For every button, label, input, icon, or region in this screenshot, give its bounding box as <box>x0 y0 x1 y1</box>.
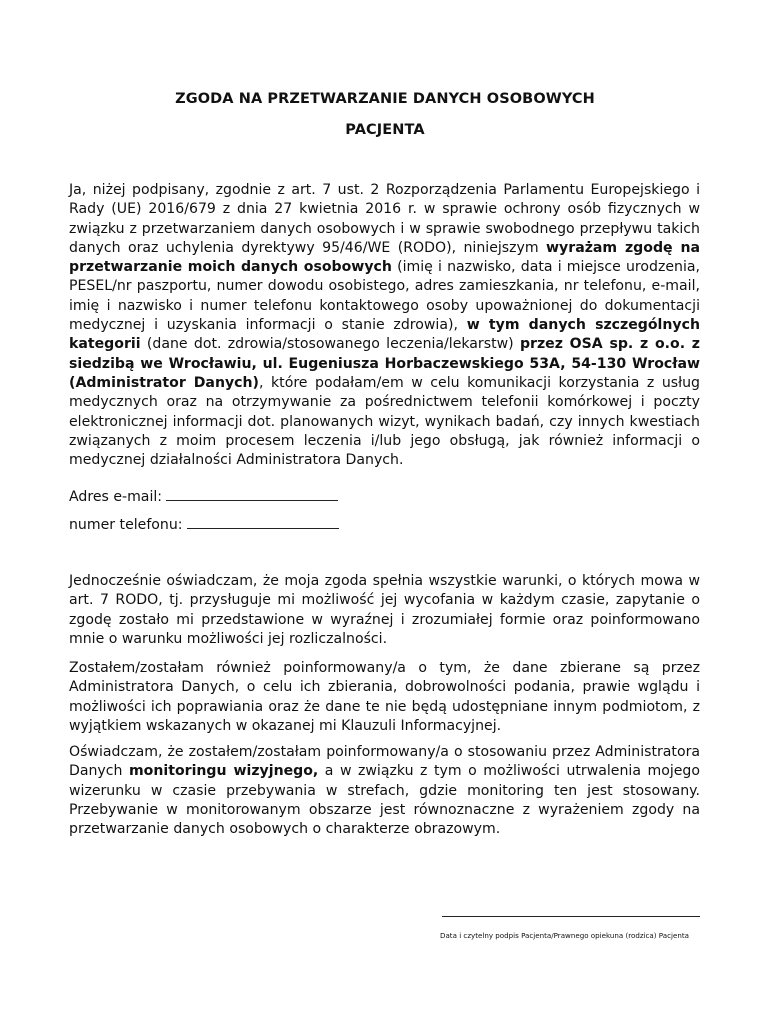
consent-paragraph <box>69 181 700 470</box>
monitoring-bold: monitoringu wizyjnego, <box>128 763 319 780</box>
email-row <box>69 486 338 507</box>
email-label: Adres e-mail: <box>69 489 163 505</box>
phone-label: numer telefonu: <box>69 517 183 533</box>
consent-bold-2: w tym danych szczególnych kategorii <box>69 317 700 353</box>
signature-caption: Data i czytelny podpis Pacjenta/Prawnego opiekuna (rodzica) Pacjenta <box>440 931 689 940</box>
document-title: ZGODA NA PRZETWARZANIE DANYCH OSOBOWYCH <box>175 91 595 107</box>
email-field[interactable] <box>166 486 338 501</box>
phone-field[interactable] <box>187 514 339 529</box>
administrator-info: przez OSA sp. z o.o. z siedzibą we Wrocławiu, ul. Eugeniusza Horbaczewskiego 53A, 54-130 Wrocław (Administrator Danych) <box>69 336 700 391</box>
monitoring-paragraph <box>69 743 700 839</box>
consent-text-1: Ja, niżej podpisany, zgodnie z art. 7 ust. 2 Rozporządzenia Parlamentu Europejskiego i Rady (UE) 2016/679 z dnia 27 kwietnia 2016 r. w sprawie ochrony osób fizycznych w związku z przetwarzaniem danych osobowych i w sprawie swobodnego przepływu takich danych oraz uchylenia dyrektywy 95/46/WE (RODO), niniejszym <box>69 182 700 256</box>
monitoring-text-2: a w związku z tym o możliwości utrwalenia mojego wizerunku w czasie przebywania w strefach, gdzie monitoring ten jest stosowany. Przebywanie w monitorowanym obszarze jest równoznaczne z wyrażeniem zgody na przetwarzanie danych osobowych o charakterze obrazowym. <box>69 763 700 838</box>
phone-row <box>69 514 339 535</box>
information-paragraph: Zostałem/zostałam również poinformowany/a o tym, że dane zbierane są przez Administratora Danych, o celu ich zbierania, dobrowolności podania, prawie wglądu i możliwości ich poprawiania oraz że dane te nie będą udostępniane innym podmiotom, z wyjątkiem wskazanych w okazanej mi Klauzuli Informacyjnej. <box>69 660 700 734</box>
consent-bold-1: wyrażam zgodę na przetwarzanie moich danych osobowych <box>69 239 700 276</box>
consent-text-3: (dane dot. zdrowia/stosowanego leczenia/lekarstw) <box>140 336 520 353</box>
consent-text-4: , które podałam/em w celu komunikacji korzystania z usług medycznych oraz na otrzymywanie za pośrednictwem telefonii komórkowej i poczty elektronicznej informacji dot. planowanych wizyt, wynikach badań, czy innych kwestiach związanych z moim procesem leczenia i/lub jego obsługą, jak również informacji o medycznej działalności Administratora Danych. <box>69 374 700 469</box>
declaration-paragraph: Jednocześnie oświadczam, że moja zgoda spełnia wszystkie warunki, o których mowa w art. 7 RODO, tj. przysługuje mi możliwość jej wycofania w każdym czasie, zapytanie o zgodę zostało mi przedstawione w wyraźnej i zrozumiałej formie oraz poinformowano mnie o warunku możliwości jej rozliczalności. <box>69 573 700 647</box>
signature-line[interactable] <box>442 916 700 917</box>
consent-text-2: (imię i nazwisko, data i miejsce urodzenia, PESEL/nr paszportu, numer dowodu osobistego, adres zamieszkania, nr telefonu, e-mail, imię i nazwisko i numer telefonu kontaktowego osoby upoważnionej do dokumentacji medycznej i uzyskania informacji o stanie zdrowia), <box>69 259 701 334</box>
monitoring-text-1: Oświadczam, że zostałem/zostałam poinformowany/a o stosowaniu przez Administratora Danych <box>69 744 700 780</box>
document-subtitle: PACJENTA <box>345 122 425 138</box>
